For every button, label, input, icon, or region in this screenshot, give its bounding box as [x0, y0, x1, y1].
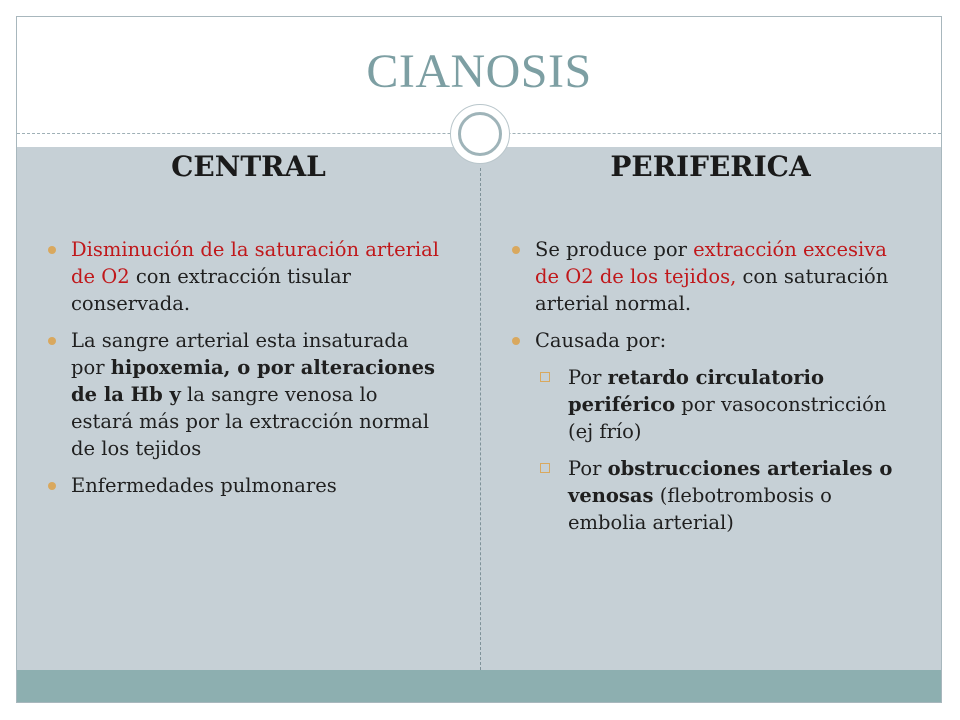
central-item2-bold: hipoxemia, o por alteraciones de la Hb y: [71, 356, 435, 406]
periferica-sub2-text1: Por: [568, 457, 608, 480]
central-item2-text2: la sangre venosa lo estará más por la extracción normal de los tejidos: [71, 383, 430, 460]
central-heading: CENTRAL: [171, 150, 326, 183]
periferica-bullet-1: [510, 236, 905, 317]
square-bullet-icon: [540, 463, 550, 473]
bullet-dot-icon: [512, 246, 520, 254]
slide-title: CIANOSIS: [366, 45, 592, 98]
square-bullet-icon: [540, 372, 550, 382]
central-column: [46, 236, 441, 509]
column-divider: [480, 168, 481, 670]
periferica-subbullet-1: [510, 364, 905, 445]
central-item1-rest: con extracción tisular conservada.: [71, 265, 351, 315]
periferica-subbullet-2: [510, 455, 905, 536]
periferica-sub2-text2: (flebotrombosis o embolia arterial): [568, 484, 832, 534]
central-bullet-2: [46, 327, 441, 462]
central-bullet-1: [46, 236, 441, 317]
central-item2-text1: La sangre arterial esta insaturada por: [71, 329, 409, 379]
bullet-dot-icon: [512, 337, 520, 345]
periferica-sub1-text2: por vasoconstricción (ej frío): [568, 393, 887, 443]
footer-band: [17, 670, 941, 702]
periferica-item1-red: extracción excesiva de O2 de los tejidos,: [535, 238, 887, 288]
periferica-item1-text1: Se produce por: [535, 238, 694, 261]
central-item3-text: Enfermedades pulmonares: [71, 474, 337, 497]
bullet-dot-icon: [48, 482, 56, 490]
periferica-sub1-bold: retardo circulatorio periférico: [568, 366, 824, 416]
periferica-bullet-2: [510, 327, 905, 354]
periferica-item1-text2: con saturación arterial normal.: [535, 265, 889, 315]
bullet-dot-icon: [48, 246, 56, 254]
periferica-column: [510, 236, 905, 546]
periferica-sub2-bold: obstrucciones arteriales o venosas: [568, 457, 893, 507]
central-item1-red: Disminución de la saturación arterial de O2: [71, 238, 440, 288]
periferica-item2-text: Causada por:: [535, 329, 667, 352]
periferica-sub1-text1: Por: [568, 366, 608, 389]
central-bullet-3: [46, 472, 441, 499]
periferica-heading: PERIFERICA: [610, 150, 811, 183]
bullet-dot-icon: [48, 337, 56, 345]
